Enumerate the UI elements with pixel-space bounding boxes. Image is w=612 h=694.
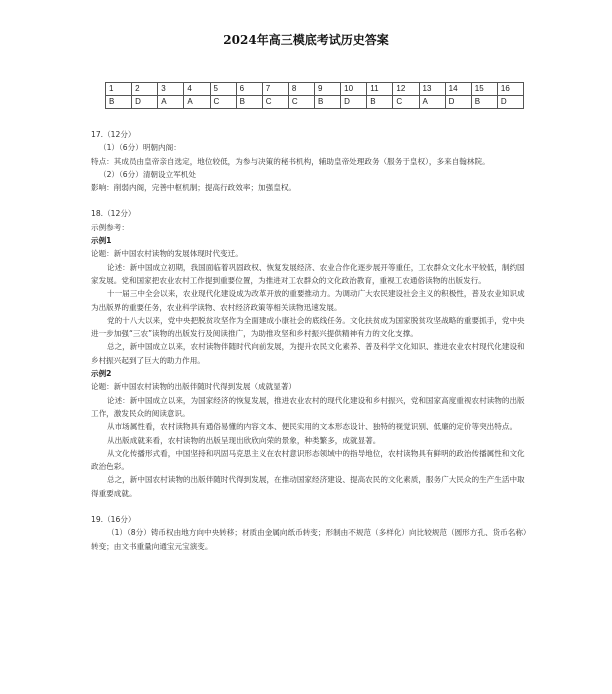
answer-cell: B bbox=[367, 96, 393, 109]
q18-ex2-para-5: 总之，新中国农村读物的出版伴随时代得到发展，在推动国家经济建设、提高农民的文化素质，服务广大民众的生产生活中取得重要成就。 bbox=[91, 475, 525, 498]
q18-reference-label: 示例参考： bbox=[91, 222, 129, 232]
answer-cell: B bbox=[236, 96, 262, 109]
answer-body bbox=[91, 128, 527, 553]
question-number-cell: 15 bbox=[471, 83, 497, 96]
question-number-cell: 1 bbox=[106, 83, 132, 96]
question-number-cell: 3 bbox=[158, 83, 184, 96]
answer-cell: A bbox=[419, 96, 445, 109]
q18-ex1-para-1: 论述：新中国成立初期，我国面临着巩固政权、恢复发展经济、农业合作化逐步展开等重任，工农群众文化水平较低，制约国家发展。党和国家把农业农村工作提到重要位置，为推进对工农群众的文化政治教育，重视工农通俗读物的出版发行。 bbox=[91, 262, 525, 285]
q18-ex2-para-4: 从文化传播形式看，中国坚持和巩固马克思主义在农村意识形态领域中的指导地位，农村读物具有鲜明的政治传播属性和文化政治色彩。 bbox=[91, 448, 525, 472]
answer-cell: C bbox=[393, 96, 419, 109]
answer-cell: C bbox=[262, 96, 288, 109]
q19-header: 19.（16分） bbox=[91, 515, 136, 525]
q18-example1-title: 示例1 bbox=[91, 236, 112, 246]
q18-example2-title: 示例2 bbox=[91, 369, 112, 379]
question-number-cell: 2 bbox=[132, 83, 158, 96]
q18-ex2-para-0: 论题：新中国农村读物的出版伴随时代得到发展（成就显著） bbox=[91, 382, 297, 392]
answer-cell: B bbox=[106, 96, 132, 109]
q18-ex1-para-2: 十一届三中全会以来，农业现代化建设成为改革开放的重要推动力。为调动广大农民建设社会主义的积极性，普及农业知识成为出版界的重要任务，农业科学读物、农村经济政策等相关读物迅速发展。 bbox=[91, 289, 525, 312]
answer-cell: D bbox=[341, 96, 367, 109]
answer-cell: B bbox=[315, 96, 341, 109]
answer-table-number-row bbox=[106, 83, 524, 96]
answer-table-answer-row bbox=[106, 96, 524, 109]
question-number-cell: 9 bbox=[315, 83, 341, 96]
page-title: 2024年高三模底考试历史答案 bbox=[223, 33, 389, 47]
answer-cell: C bbox=[210, 96, 236, 109]
question-number-cell: 14 bbox=[445, 83, 471, 96]
question-number-cell: 10 bbox=[341, 83, 367, 96]
answer-cell: D bbox=[445, 96, 471, 109]
q18-ex1-para-3: 党的十八大以来，党中央把脱贫攻坚作为全面建成小康社会的底线任务。文化扶贫成为国家脱贫攻坚战略的重要抓手，党中央进一步加强“三农”读物的出版发行及阅读推广，为助推攻坚和乡村振兴提供精神有力的文化支撑。 bbox=[91, 315, 525, 339]
answer-cell: D bbox=[132, 96, 158, 109]
q18-ex1-para-0: 论题：新中国农村读物的发展体现时代变迁。 bbox=[91, 249, 243, 259]
answer-cell: D bbox=[497, 96, 523, 109]
question-number-cell: 4 bbox=[184, 83, 210, 96]
q19-part1-text: （1）（8分）铸币权由地方向中央转移；材质由金属向纸币转变；形制由不规范（多样化）向比较规范（圆形方孔、货币名称）转变；由文书重量向通宝元宝演变。 bbox=[91, 528, 527, 551]
question-number-cell: 5 bbox=[210, 83, 236, 96]
answer-cell: A bbox=[184, 96, 210, 109]
q18-ex2-para-3: 从出版成就来看，农村读物的出版呈现出欣欣向荣的景象，种类繁多，成就显著。 bbox=[107, 435, 381, 445]
question-number-cell: 16 bbox=[497, 83, 523, 96]
answer-cell: A bbox=[158, 96, 184, 109]
q18-ex1-para-4: 总之，新中国成立以来，农村读物伴随时代向前发展，为提升农民文化素养、普及科学文化知识、推进农业农村现代化建设和乡村振兴起到了巨大的助力作用。 bbox=[91, 342, 525, 365]
q18-header: 18.（12分） bbox=[91, 209, 136, 219]
q17-part1-text: 特点：其成员由皇帝亲自选定，地位较低，为参与决策的秘书机构，辅助皇帝处理政务（服务于皇权），多来自翰林院。 bbox=[91, 156, 490, 166]
answer-table bbox=[105, 82, 524, 109]
q18-ex2-para-2: 从市场属性看，农村读物具有通俗易懂的内容文本、便民实用的文本形态设计、独特的视觉识别、低廉的定价等突出特点。 bbox=[107, 422, 518, 432]
question-number-cell: 12 bbox=[393, 83, 419, 96]
q17-part1-label: （1）（6分）明朝内阁： bbox=[99, 143, 181, 153]
q17-header: 17.（12分） bbox=[91, 130, 136, 139]
question-number-cell: 8 bbox=[288, 83, 314, 96]
question-number-cell: 7 bbox=[262, 83, 288, 96]
question-number-cell: 13 bbox=[419, 83, 445, 96]
answer-cell: C bbox=[288, 96, 314, 109]
q17-part2-label: （2）（6分）清朝设立军机处 bbox=[99, 169, 196, 179]
question-number-cell: 6 bbox=[236, 83, 262, 96]
answer-cell: B bbox=[471, 96, 497, 109]
q18-ex2-para-1: 论述：新中国成立以来，为国家经济的恢复发展，推进农业农村的现代化建设和乡村振兴，党和国家高度重视农村读物的出版工作，激发民众的阅读意识。 bbox=[91, 395, 525, 418]
question-number-cell: 11 bbox=[367, 83, 393, 96]
q17-part2-text: 影响：削弱内阁，完善中枢机制；提高行政效率；加强皇权。 bbox=[91, 183, 297, 193]
